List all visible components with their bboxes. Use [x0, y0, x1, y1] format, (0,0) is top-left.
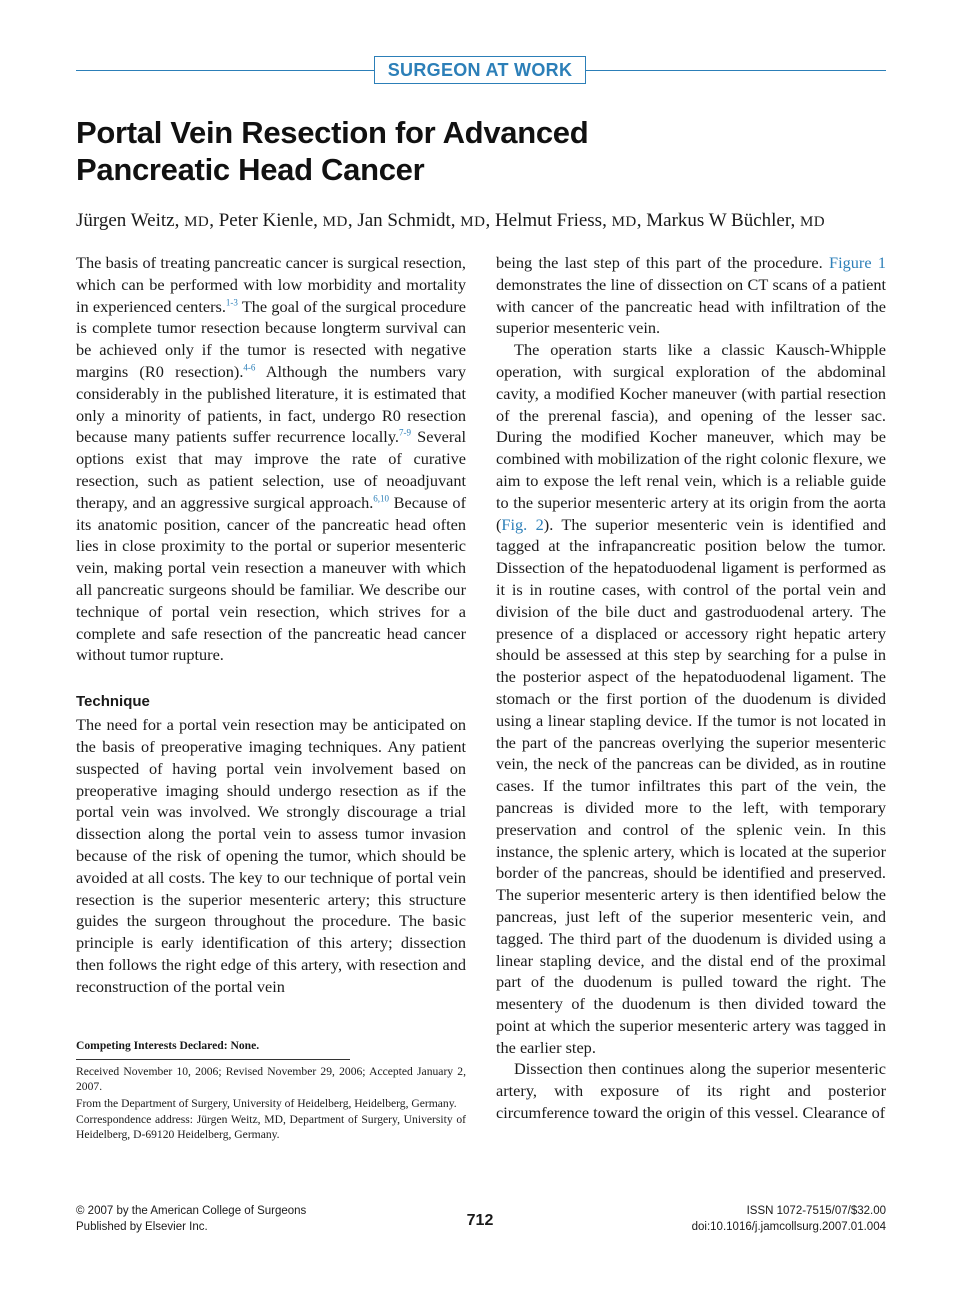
author: Peter Kienle, MD, — [218, 210, 358, 231]
author-name: Jan Schmidt — [357, 210, 451, 231]
author-separator: , — [636, 210, 647, 231]
author-name: Helmut Friess — [494, 210, 603, 231]
footer-right — [692, 1203, 886, 1235]
footer-left — [76, 1203, 306, 1235]
citation-ref[interactable]: 6,10 — [373, 493, 390, 504]
page-number: 712 — [466, 1212, 494, 1229]
intro-text: Although the numbers vary considerably in the published literature, it is estimated that only a minority of patients, in fact, undergo R0 resection because many patients suffer recurrence locally. — [76, 361, 466, 447]
author-separator: , — [347, 210, 358, 231]
title-line-1: Portal Vein Resection for Advanced — [76, 115, 589, 150]
body-text: The operation starts like a classic Kausch-Whipple operation, with surgical exploration of the abdominal cavity, a modified Kocher maneuver (with partial resection of the prerenal fascia), and opening of the lesser sac. During the modified Kocher maneuver, which may be combined with mobilization of the right colonic flexure, we aim to expose the left renal vein, which is a reliable guide to the superior mesenteric artery at its origin from the aorta ( — [496, 340, 886, 534]
notes-divider — [76, 1059, 350, 1060]
author-degree: MD — [460, 214, 486, 230]
section-header — [76, 56, 886, 86]
author-degree: MD — [322, 214, 348, 230]
citation-ref[interactable]: 1-3 — [225, 297, 238, 308]
received-dates: Received November 10, 2006; Revised November 29, 2006; Accepted January 2, 2007. — [76, 1065, 466, 1094]
intro-text: The goal of the surgical procedure is complete tumor resection because longterm survival can be achieved only if the tumor is resected with negative margins (R0 resection). — [76, 296, 466, 381]
body-text: being the last step of this part of the procedure. — [496, 253, 830, 272]
body-text: ). The superior mesenteric vein is identified and tagged at the infrapancreatic position below the tumor. Dissection of the hepatoduodenal ligament is performed as it is in routine cases, with control of the portal vein and division of the bile duct and gastroduodenal artery. The presence of a displaced or accessory right hepatic artery should be assessed at this step by searching for a pulse in the posterior aspect of the hepatoduodenal ligament. The stomach or the first portion of the duodenum is divided using a linear stapling device. If the tumor is not located in the part of the pancreas overlying the superior mesenteric vein, the neck of the pancreas can be divided, as in routine cases. If the tumor infiltrates this part of the vein, the pancreas is divided more to the left, with temporary preservation and control of the splenic vein. In this instance, the splenic artery, which is located at the superior border of the pancreas, should be identified and preserved. The superior mesenteric artery is then identified below the pancreas, just left of the superior mesenteric vein, and tagged. The third part of the duodenum is divided using a linear stapling device, and the distal end of the proximal part of the duodenum is pulled toward the right. The mesentery of the duodenum is then divided toward the point at which the superior mesenteric artery was tagged in the earlier step. — [496, 514, 886, 1057]
author: Helmut Friess, MD, — [494, 210, 647, 231]
citation-ref[interactable]: 7-9 — [398, 427, 411, 438]
body-paragraph: Dissection then continues along the superior mesenteric artery, with exposure of its right and posterior circumference toward the origin of this vessel. Clearance of — [496, 1059, 886, 1123]
section-label: SURGEON AT WORK — [374, 56, 586, 84]
figure-1-link[interactable]: Figure 1 — [829, 253, 887, 272]
figure-2-link[interactable]: Fig. 2 — [501, 514, 544, 534]
author-separator: , — [209, 210, 219, 231]
body-paragraph — [496, 252, 886, 339]
intro-text: The basis of treating pancreatic cancer is surgical resection, which can be performed with low morbidity and mortality in experienced centers. — [76, 253, 466, 316]
intro-text: Several options exist that may improve the rate of curative resection, such as patient selection, use of neoadjuvant therapy, and an aggressive surgical approach. — [76, 427, 466, 512]
author-separator: , — [485, 210, 495, 231]
author-name: Jürgen Weitz — [76, 210, 175, 231]
technique-heading: Technique — [76, 693, 150, 711]
issn: ISSN 1072-7515/07/$32.00 — [746, 1205, 886, 1217]
body-paragraph — [496, 339, 886, 1058]
publisher: Published by Elsevier Inc. — [76, 1221, 208, 1233]
intro-text: Because of its anatomic position, cancer of the pancreatic head often lies in close proximity to the portal or superior mesenteric vein, making portal vein resection a maneuver with which all pancreatic surgeons should be familiar. We describe our technique of portal vein resection, which strives for a complete and safe resection of the pancreatic head cancer without tumor rupture. — [76, 492, 466, 665]
intro-paragraph — [76, 252, 466, 666]
body-text: demonstrates the line of dissection on CT scans of a patient with cancer of the pancreatic head with infiltration of the superior mesenteric vein. — [496, 274, 886, 338]
author: Jan Schmidt, MD, — [357, 210, 495, 231]
citation-ref[interactable]: 4-6 — [243, 362, 256, 373]
competing-interests: Competing Interests Declared: None. — [76, 1039, 260, 1052]
author-list — [76, 208, 896, 235]
right-column — [496, 252, 886, 1124]
left-column — [76, 252, 466, 998]
article-notes — [76, 1038, 466, 1143]
title-line-2: Pancreatic Head Cancer — [76, 152, 425, 187]
author: Markus W Büchler, MD — [646, 210, 826, 231]
author-name: Peter Kienle — [218, 210, 314, 231]
article-title — [76, 114, 776, 188]
technique-paragraph: The need for a portal vein resection may be anticipated on the basis of preoperative imaging techniques. Any patient suspected of having portal vein involvement based on preoperative imaging should undergo resection as if the portal vein was involved. We strongly discourage a trial dissection along the portal vein to assess tumor invasion because of the risk of opening the tumor, which should be avoided at all costs. The key to our technique of portal vein resection is the superior mesenteric artery; this structure guides the surgeon throughout the procedure. The basic principle is early identification of this artery; dissection then follows the right edge of this artery, with resection and reconstruction of the portal vein — [76, 715, 466, 996]
author-degree: MD — [799, 214, 826, 230]
affiliation: From the Department of Surgery, University of Heidelberg, Heidelberg, Germany. — [76, 1096, 457, 1110]
copyright: © 2007 by the American College of Surgeons — [76, 1205, 307, 1217]
doi: doi:10.1016/j.jamcollsurg.2007.01.004 — [691, 1221, 886, 1233]
correspondence-address: Correspondence address: Jürgen Weitz, MD, Department of Surgery, University of Heidelberg, D-69120 Heidelberg, Germany. — [76, 1112, 466, 1142]
author-name: Markus W Büchler — [646, 210, 791, 231]
author-degree: MD — [184, 214, 210, 230]
author-degree: MD — [611, 214, 637, 230]
author: Jürgen Weitz, MD, — [76, 210, 219, 231]
